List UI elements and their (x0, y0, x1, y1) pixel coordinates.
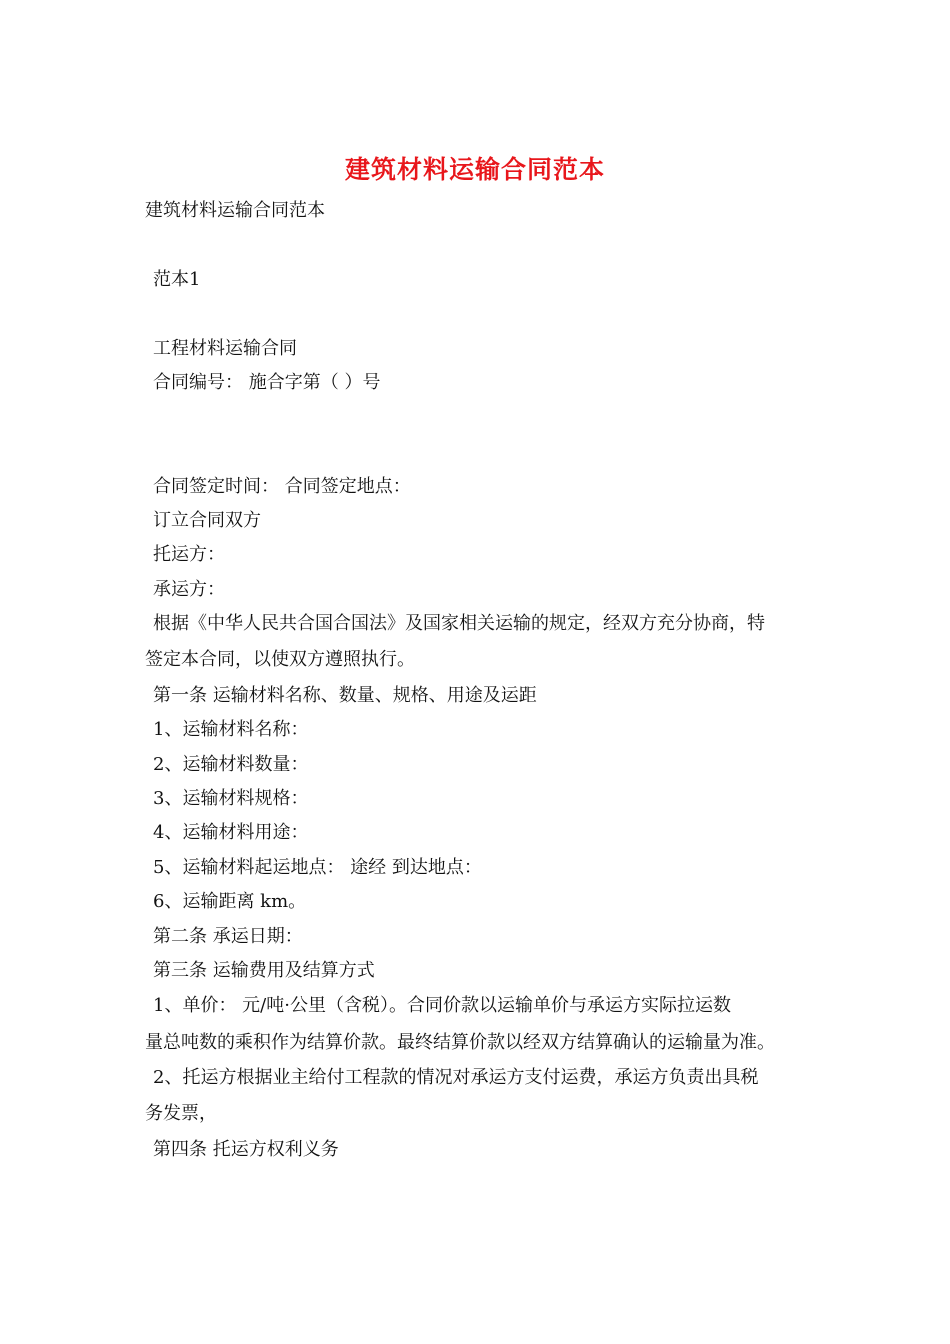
distance-line: 6、运输距离 km。 (153, 891, 307, 912)
material-use-line: 4、运输材料用途： (153, 822, 309, 843)
basis-paragraph-line-1: 根据《中华人民共合国合国法》及国家相关运输的规定，经双方充分协商，特 (153, 613, 765, 634)
basis-paragraph-line-2: 签定本合同，以使双方遵照执行。 (145, 649, 415, 670)
route-line: 5、运输材料起运地点： 途经 到达地点： (153, 857, 482, 878)
payment-line-2: 务发票， (145, 1103, 217, 1124)
template-label: 范本1 (153, 269, 201, 290)
payment-line-1: 2、托运方根据业主给付工程款的情况对承运方支付运费，承运方负责出具税 (153, 1067, 759, 1088)
material-quantity-line: 2、运输材料数量： (153, 754, 309, 775)
signing-time-place-line: 合同签定时间： 合同签定地点： (153, 476, 411, 497)
article-3-heading: 第三条 运输费用及结算方式 (153, 960, 375, 981)
article-1-heading: 第一条 运输材料名称、数量、规格、用途及运距 (153, 685, 537, 706)
material-spec-line: 3、运输材料规格： (153, 788, 309, 809)
consignor-line: 托运方： (153, 544, 225, 565)
carrier-line: 承运方： (153, 579, 225, 600)
unit-price-line-2: 量总吨数的乘积作为结算价款。最终结算价款以经双方结算确认的运输量为准。 (145, 1032, 775, 1053)
article-4-heading: 第四条 托运方权利义务 (153, 1139, 339, 1160)
unit-price-line-1: 1、单价： 元/吨·公里（含税）。合同价款以运输单价与承运方实际拉运数 (153, 995, 731, 1016)
subtitle-line: 建筑材料运输合同范本 (145, 200, 325, 221)
article-2-heading: 第二条 承运日期： (153, 926, 303, 947)
material-name-line: 1、运输材料名称： (153, 719, 309, 740)
contract-number-line: 合同编号： 施合字第（ ）号 (153, 372, 381, 393)
parties-heading: 订立合同双方 (153, 510, 261, 531)
contract-heading: 工程材料运输合同 (153, 338, 297, 359)
document-title: 建筑材料运输合同范本 (344, 155, 605, 184)
